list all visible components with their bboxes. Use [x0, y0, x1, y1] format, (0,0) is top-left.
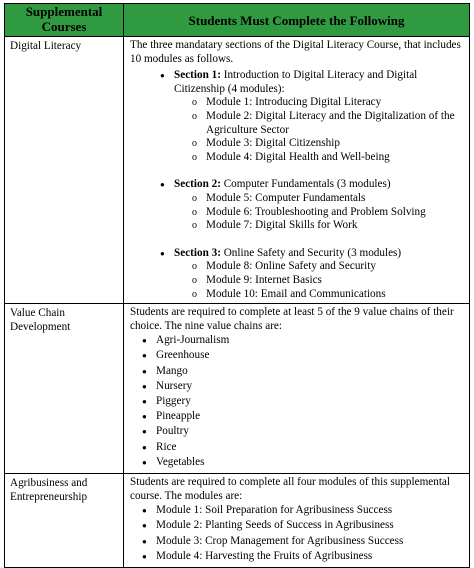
value-chain-intro: Students are required to complete at least 5 of the 9 value chains of their choice. The nine value chains are: — [130, 306, 454, 332]
header-supplemental-courses: Supplemental Courses — [5, 4, 124, 37]
list-item: o Module 7: Digital Skills for Work — [192, 219, 465, 233]
list-item: o Module 6: Troubleshooting and Problem Solving — [192, 206, 465, 220]
list-item: ● Nursery — [142, 380, 465, 394]
table-row-digital-literacy — [5, 37, 470, 304]
course-requirements-document — [4, 3, 470, 568]
list-item: ● Module 3: Crop Management for Agribusiness Success — [142, 535, 465, 549]
module-list — [192, 260, 465, 301]
course-details-value-chain — [124, 304, 470, 474]
table-row-value-chain — [5, 304, 470, 474]
agribusiness-module-list — [142, 504, 465, 563]
list-item: ● Greenhouse — [142, 349, 465, 363]
section-title: Introduction to Digital Literacy and Digital Citizenship (4 modules): — [174, 69, 418, 95]
course-name-digital-literacy: Digital Literacy — [5, 37, 124, 304]
list-item: ● Poultry — [142, 425, 465, 439]
list-item: ● Mango — [142, 365, 465, 379]
module-list — [192, 192, 465, 233]
course-requirements-table — [4, 3, 470, 568]
section-item-2 — [160, 178, 465, 232]
list-item: o Module 2: Digital Literacy and the Digitalization of the Agriculture Sector — [192, 110, 465, 137]
header-row — [5, 4, 470, 37]
section-label: Section 3: — [174, 246, 221, 259]
list-item: o Module 5: Computer Fundamentals — [192, 192, 465, 206]
agribusiness-intro: Students are required to complete all four modules of this supplemental course. The modules are: — [130, 475, 451, 502]
list-item: o Module 10: Email and Communications — [192, 288, 465, 302]
list-item: ● Module 4: Harvesting the Fruits of Agribusiness — [142, 550, 465, 564]
section-label: Section 2: — [174, 178, 221, 191]
value-chain-list — [142, 334, 465, 469]
list-item: ● Module 1: Soil Preparation for Agribusiness Success — [142, 504, 465, 518]
section-item-1 — [160, 69, 465, 164]
table-row-agribusiness — [5, 473, 470, 567]
list-item: ● Module 2: Planting Seeds of Success in Agribusiness — [142, 519, 465, 533]
list-item: o Module 3: Digital Citizenship — [192, 137, 465, 151]
list-item: o Module 8: Online Safety and Security — [192, 260, 465, 274]
list-item: ● Agri-Journalism — [142, 334, 465, 348]
list-item: ● Piggery — [142, 395, 465, 409]
section-title: Computer Fundamentals (3 modules) — [220, 178, 391, 191]
course-name-agribusiness: Agribusiness and Entrepreneurship — [5, 473, 124, 567]
list-item: o Module 1: Introducing Digital Literacy — [192, 96, 465, 110]
course-name-value-chain: Value Chain Development — [5, 304, 124, 474]
section-label: Section 1: — [174, 69, 221, 82]
section-list — [160, 69, 465, 301]
digital-literacy-intro: The three mandatary sections of the Digital Literacy Course, that includes 10 modules as follows. — [130, 39, 461, 65]
course-details-agribusiness — [124, 473, 470, 567]
section-title: Online Safety and Security (3 modules) — [220, 246, 402, 259]
list-item: o Module 9: Internet Basics — [192, 274, 465, 288]
section-item-3 — [160, 247, 465, 301]
module-list — [192, 96, 465, 164]
course-details-digital-literacy — [124, 37, 470, 304]
list-item: o Module 4: Digital Health and Well-being — [192, 151, 465, 165]
list-item: ● Rice — [142, 441, 465, 455]
list-item: ● Vegetables — [142, 456, 465, 470]
list-item: ● Pineapple — [142, 410, 465, 424]
header-students-must-complete: Students Must Complete the Following — [124, 4, 470, 37]
